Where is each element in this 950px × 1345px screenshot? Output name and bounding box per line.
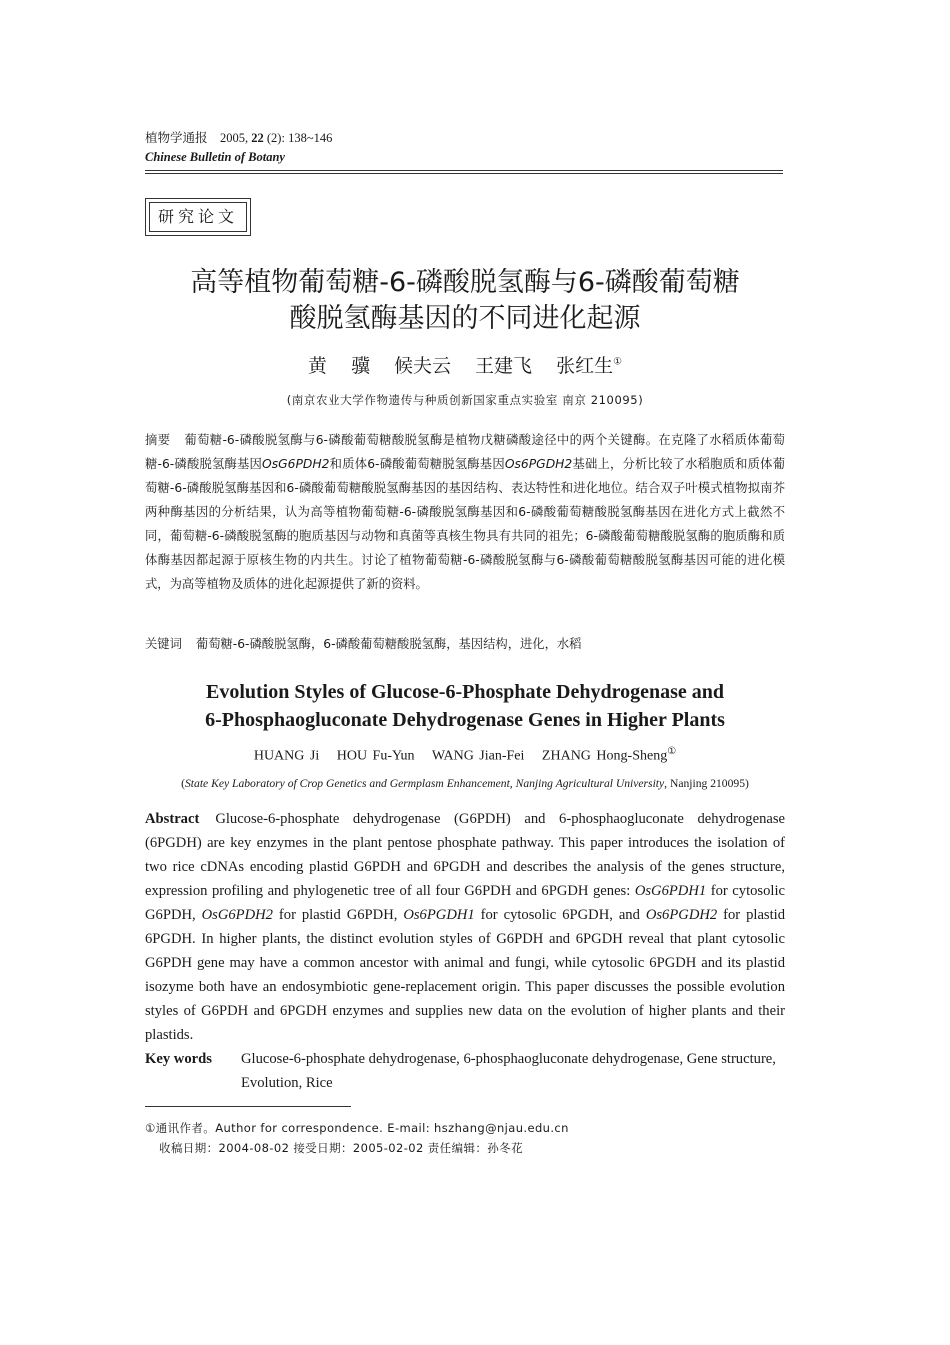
author-4: ZHANG Hong-Sheng xyxy=(541,748,668,764)
section-label-box xyxy=(145,198,251,236)
abstract-cn-text-2: 和质体6-磷酸葡萄糖脱氢酶基因 xyxy=(329,457,505,471)
keywords-cn xyxy=(145,632,785,656)
keywords-en-text: Glucose-6-phosphate dehydrogenase, 6-phosphaogluconate dehydrogenase, Gene structure, Evolution, Rice xyxy=(241,1051,776,1091)
keywords-cn-text: 葡萄糖-6-磷酸脱氢酶，6-磷酸葡萄糖酸脱氢酶，基因结构，进化，水稻 xyxy=(195,637,582,651)
authors-cn-names: 黄 骥 候夫云 王建飞 张红生 xyxy=(307,355,614,377)
title-en-line-1: Evolution Styles of Glucose-6-Phosphate Dehydrogenase and xyxy=(205,681,724,703)
author-note-mark: ① xyxy=(667,746,677,757)
abstract-en xyxy=(145,807,785,1047)
title-cn-line-2: 酸脱氢酶基因的不同进化起源 xyxy=(289,303,641,334)
footnote-rule xyxy=(145,1106,351,1107)
gene-name: OsG6PDH2 xyxy=(201,907,273,923)
abstract-cn xyxy=(145,428,785,596)
abstract-en-text-3: for plastid G6PDH, xyxy=(272,907,404,923)
authors-en xyxy=(145,746,785,765)
title-cn-line-1: 高等植物葡萄糖-6-磷酸脱氢酶与6-磷酸葡萄糖 xyxy=(190,267,740,298)
gene-name: Os6PGDH2 xyxy=(504,457,573,471)
affiliation-en-open: ( xyxy=(181,777,185,790)
header-rule xyxy=(145,170,783,171)
author-2: HOU Fu-Yun xyxy=(336,748,415,764)
abstract-en-label: Abstract xyxy=(145,811,200,827)
gene-name: OsG6PDH1 xyxy=(634,883,707,899)
author-note-mark: ① xyxy=(613,356,623,368)
abstract-cn-label: 摘要 xyxy=(145,433,171,447)
affiliation-en xyxy=(145,777,785,790)
affiliation-en-city: , Nanjing 210095) xyxy=(664,777,749,790)
journal-citation xyxy=(145,128,332,146)
abstract-en-text-2: for cytosolic G6PDH, xyxy=(145,883,785,923)
gene-name: Os6PGDH2 xyxy=(645,907,718,923)
gene-name: OsG6PDH2 xyxy=(262,457,330,471)
journal-cn-name: 植物学通报 xyxy=(145,131,208,145)
affiliation-en-lab: State Key Laboratory of Crop Genetics and Germplasm Enhancement, Nanjing Agricultural University xyxy=(185,777,665,790)
footnote-dates: 收稿日期：2004-08-02 接受日期：2005-02-02 责任编辑：孙冬花 xyxy=(159,1141,523,1155)
author-1: HUANG Ji xyxy=(253,748,320,764)
journal-volume: 22 xyxy=(251,131,264,145)
abstract-en-text-5: for plastid 6PGDH. In higher plants, the distinct evolution styles of G6PDH and 6PGDH reveal that plant cytosolic G6PDH gene may have a common ancestor with animal and fungi, while cytosolic 6PGDH and its plastid isozyme both have an endosymbiotic gene-replacement origin. This paper discusses the possible evolution styles of G6PDH and 6PGDH enzymes and supplies new data on the evolution of higher plants and their plastids. xyxy=(145,907,786,1043)
abstract-cn-text-3: 基础上，分析比较了水稻胞质和质体葡萄糖-6-磷酸脱氢酶基因和6-磷酸葡萄糖酸脱氢酶基因的基因结构、表达特性和进化地位。结合双子叶模式植物拟南芥两种酶基因的分析结果，认为高等植物葡萄糖-6-磷酸脱氢酶基因和6-磷酸葡萄糖酸脱氢酶基因在进化方式上截然不同，葡萄糖-6-磷酸脱氢酶的胞质基因与动物和真菌等真核生物具有共同的祖先；6-磷酸葡萄糖酸脱氢酶的胞质酶和质体酶基因都起源于原核生物的内共生。讨论了植物葡萄糖-6-磷酸脱氢酶与6-磷酸葡萄糖酸脱氢酶基因可能的进化模式，为高等植物及质体的进化起源提供了新的资料。 xyxy=(145,457,785,591)
title-en-line-2: 6-Phosphaogluconate Dehydrogenase Genes in Higher Plants xyxy=(205,709,725,731)
journal-en-name: Chinese Bulletin of Botany xyxy=(145,150,285,164)
keywords-en-label: Key words xyxy=(145,1051,212,1067)
author-3: WANG Jian-Fei xyxy=(431,748,525,764)
abstract-cn-text-1: 葡萄糖-6-磷酸脱氢酶与6-磷酸葡萄糖酸脱氢酶是植物戊糖磷酸途径中的两个关键酶。在克隆了水稻质体葡萄糖-6-磷酸脱氢酶基因 xyxy=(145,433,785,471)
abstract-en-text-4: for cytosolic 6PGDH, and xyxy=(474,907,646,923)
gene-name: Os6PGDH1 xyxy=(403,907,475,923)
authors-cn xyxy=(145,351,785,378)
title-cn xyxy=(145,265,785,337)
keywords-cn-label: 关键词 xyxy=(145,637,182,651)
header-rule-2 xyxy=(145,173,783,174)
title-en xyxy=(145,678,785,734)
journal-year: 2005, xyxy=(220,131,249,145)
abstract-en-text-1: Glucose-6-phosphate dehydrogenase (G6PDH) and 6-phosphaogluconate dehydrogenase (6PGDH) are key enzymes in the plant pentose phosphate pathway. This paper introduces the isolation of two rice cDNAs encoding plastid G6PDH and 6PGDH and describes the analysis of the genes structure, expression profiling and phylogenetic tree of all four G6PDH and 6PGDH genes: xyxy=(145,811,785,899)
journal-issue-pages: (2): 138~146 xyxy=(266,131,333,145)
affiliation-cn: (南京农业大学作物遗传与种质创新国家重点实验室 南京 210095) xyxy=(286,393,644,407)
keywords-en xyxy=(145,1047,785,1095)
footnote-correspondence: ①通讯作者。Author for correspondence. E-mail: hszhang@njau.edu.cn xyxy=(145,1121,569,1135)
section-label: 研究论文 xyxy=(149,202,247,232)
